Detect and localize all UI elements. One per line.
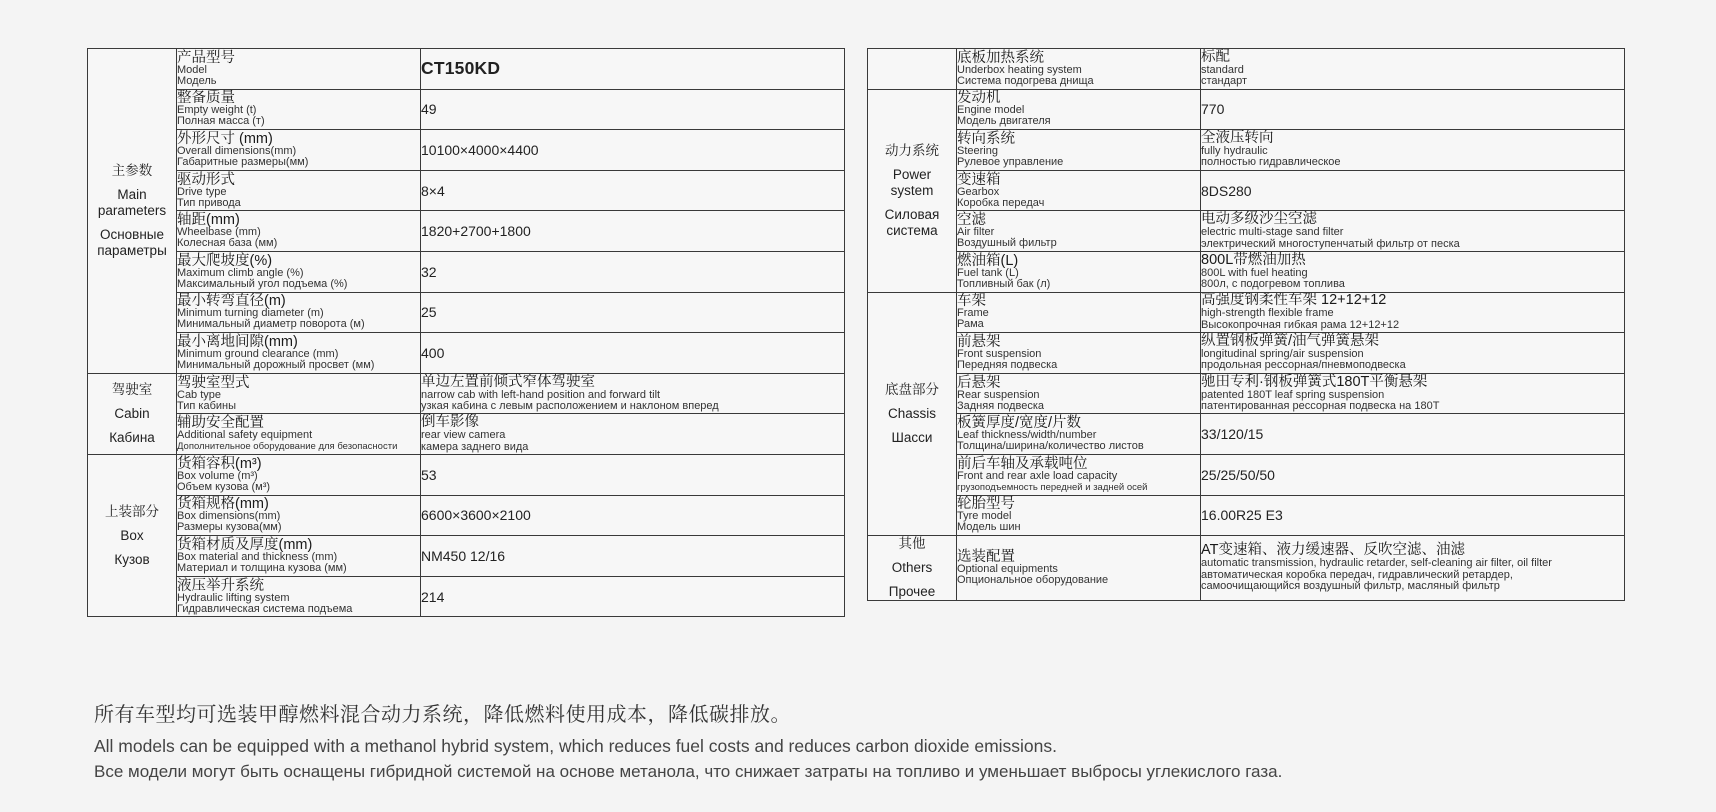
param-label-en: Engine model <box>957 104 1025 117</box>
param-label-ru: Минимальный диаметр поворота (м) <box>177 318 365 331</box>
param-value: 25 <box>421 304 437 321</box>
table-row <box>88 414 845 455</box>
param-value-zh: 标配 <box>1201 48 1230 65</box>
param-label-ru: Габаритные размеры(мм) <box>177 155 309 168</box>
param-label-en: Wheelbase (mm) <box>177 226 261 239</box>
param-value-en: high-strength flexible frame <box>1201 307 1334 320</box>
param-value-cell <box>1201 49 1625 90</box>
param-label-zh: 板簧厚度/宽度/片数 <box>957 415 1082 432</box>
param-value: 8×4 <box>421 182 445 199</box>
param-label-zh: 驾驶室型式 <box>177 374 250 391</box>
param-label-cell <box>177 454 421 495</box>
param-value-en: patented 180T leaf spring suspension <box>1201 388 1385 401</box>
param-value-cell <box>421 211 845 252</box>
param-value-ru: Высокопрочная гибкая рама 12+12+12 <box>1201 318 1400 331</box>
param-value-cell <box>421 130 845 171</box>
table-row <box>88 89 845 130</box>
param-label-ru: грузоподъемность передней и задней осей <box>957 481 1148 493</box>
param-label-en: Air filter <box>957 226 995 239</box>
param-label-cell <box>957 170 1201 211</box>
table-row <box>868 49 1625 90</box>
param-label-zh: 变速箱 <box>957 171 1001 188</box>
param-label-ru: Модель шин <box>957 521 1021 534</box>
param-value-en: standard <box>1201 63 1244 76</box>
param-label-zh: 前悬架 <box>957 333 1001 350</box>
param-label-en: Overall dimensions(mm) <box>177 144 297 157</box>
param-value-cell <box>1201 292 1625 333</box>
param-label-zh: 底板加热系统 <box>957 49 1044 66</box>
param-value-zh: 电动多级沙尘空滤 <box>1201 211 1317 228</box>
param-label-zh: 空滤 <box>957 212 986 229</box>
param-label-ru: Коробка передач <box>957 196 1045 209</box>
param-value-ru: автоматическая коробка передач, гидравлический ретардер, <box>1201 568 1513 581</box>
param-value-cell <box>421 89 845 130</box>
param-label-zh: 整备质量 <box>177 90 235 107</box>
table-row <box>88 130 845 171</box>
param-label-zh: 产品型号 <box>177 49 235 66</box>
param-value-cell <box>1201 130 1625 171</box>
param-label-ru: Воздушный фильтр <box>957 237 1057 250</box>
table-row <box>868 170 1625 211</box>
param-label-zh: 液压举升系统 <box>177 577 264 594</box>
category-ru: Кабина <box>109 429 155 445</box>
param-label-zh: 前后车轴及承载吨位 <box>957 455 1088 472</box>
param-label-en: Underbox heating system <box>957 63 1082 76</box>
spec-table-left <box>87 48 845 617</box>
param-value-zh: 驰田专利·钢板弹簧式180T平衡悬架 <box>1201 373 1428 390</box>
category-zh: 其他 <box>898 536 926 552</box>
param-label-cell <box>957 89 1201 130</box>
param-value-cell <box>1201 211 1625 252</box>
param-value-ru: стандарт <box>1201 75 1248 88</box>
table-row <box>88 333 845 374</box>
param-label-ru: Система подогрева днища <box>957 74 1094 87</box>
param-value-ru: камера заднего вида <box>421 440 529 453</box>
param-label-zh: 轮胎型号 <box>957 496 1015 513</box>
param-label-zh: 后悬架 <box>957 374 1001 391</box>
param-label-cell <box>177 292 421 333</box>
param-label-zh: 最大爬坡度(%) <box>177 252 273 269</box>
param-value-cell <box>1201 536 1625 601</box>
param-label-en: Hydraulic lifting system <box>177 591 290 604</box>
table-row <box>868 536 1625 601</box>
param-label-en: Additional safety equipment <box>177 429 313 442</box>
spec-table-right <box>867 48 1625 601</box>
table-row <box>88 292 845 333</box>
param-value-ru: продольная рессорная/пневмоподвеска <box>1201 359 1406 372</box>
category-ru: Основные <box>99 226 165 242</box>
param-label-cell <box>957 536 1201 601</box>
table-row <box>868 414 1625 455</box>
param-label-ru: Модель <box>177 74 217 87</box>
category-en: Cabin <box>114 405 150 421</box>
param-label-ru: Опциональное оборудование <box>957 574 1109 587</box>
param-label-zh: 轴距(mm) <box>177 212 240 229</box>
category-en: Main <box>117 186 147 202</box>
param-label-cell <box>957 251 1201 292</box>
category-en: Power <box>892 166 932 182</box>
category-zh: 动力系统 <box>885 142 939 158</box>
param-label-ru: Минимальный дорожный просвет (мм) <box>177 358 375 371</box>
note-russian: Все модели могут быть оснащены гибридной системой на основе метанола, что снижает затраты на топливо и уменьшает выбросы углекислого газа. <box>94 762 1283 781</box>
param-value-ru: 800л, с подогревом топлива <box>1201 278 1345 291</box>
category-en: system <box>890 182 934 198</box>
table-row <box>868 89 1625 130</box>
param-label-cell <box>957 373 1201 414</box>
param-value-cell <box>1201 333 1625 374</box>
param-label-en: Steering <box>957 144 998 157</box>
param-value-en: automatic transmission, hydraulic retarder, self-cleaning air filter, oil filter <box>1201 557 1552 570</box>
param-value: 1820+2700+1800 <box>421 223 531 240</box>
param-label-ru: Гидравлическая система подъема <box>177 602 353 615</box>
param-value: 53 <box>421 466 437 483</box>
table-row <box>868 333 1625 374</box>
param-label-ru: Полная масса (т) <box>177 115 265 128</box>
param-label-cell <box>177 576 421 617</box>
category-zh: 驾驶室 <box>111 381 153 397</box>
param-label-en: Model <box>177 63 207 76</box>
param-value-cell <box>421 373 845 414</box>
table-row <box>868 130 1625 171</box>
table-row <box>88 251 845 292</box>
param-value: 33/120/15 <box>1201 426 1264 443</box>
param-value: 10100×4000×4400 <box>421 141 539 158</box>
category-cell <box>88 49 177 374</box>
param-label-zh: 发动机 <box>957 90 1001 107</box>
param-value-en: narrow cab with left-hand position and forward tilt <box>421 388 661 401</box>
param-label-en: Drive type <box>177 185 227 198</box>
param-value-cell <box>1201 251 1625 292</box>
param-value-cell <box>1201 89 1625 130</box>
param-label-ru: Тип кабины <box>177 399 236 412</box>
param-label-en: Box volume (m³) <box>177 469 258 482</box>
category-ru: система <box>886 222 938 238</box>
table-row <box>88 211 845 252</box>
table-row <box>868 495 1625 536</box>
param-label-en: Fuel tank (L) <box>957 266 1019 279</box>
param-label-ru: Максимальный угол подъема (%) <box>177 277 348 290</box>
category-cell <box>88 454 177 616</box>
param-value: 49 <box>421 101 437 118</box>
param-label-cell <box>957 211 1201 252</box>
param-label-zh: 转向系统 <box>957 130 1015 147</box>
param-value-cell <box>1201 414 1625 455</box>
param-label-en: Leaf thickness/width/number <box>957 429 1097 442</box>
param-value-cell <box>1201 454 1625 495</box>
param-label-zh: 货箱容积(m³) <box>177 455 262 472</box>
param-label-en: Tyre model <box>957 510 1012 523</box>
param-value-en: fully hydraulic <box>1201 144 1268 157</box>
param-value: 25/25/50/50 <box>1201 466 1275 483</box>
category-en: Box <box>120 527 144 543</box>
category-cell-empty <box>868 49 957 90</box>
category-cell <box>868 89 957 292</box>
param-value-cell <box>421 454 845 495</box>
param-label-zh: 货箱材质及厚度(mm) <box>177 536 313 553</box>
param-value: 16.00R25 E3 <box>1201 507 1283 524</box>
param-value-en: rear view camera <box>421 429 506 442</box>
param-label-cell <box>177 251 421 292</box>
param-value-cell <box>421 495 845 536</box>
param-value-cell <box>421 576 845 617</box>
param-label-cell <box>957 495 1201 536</box>
table-row <box>88 454 845 495</box>
param-label-en: Front suspension <box>957 347 1042 360</box>
param-label-zh: 货箱规格(mm) <box>177 496 269 513</box>
param-label-cell <box>177 414 421 455</box>
category-cell <box>88 373 177 454</box>
param-value-cell <box>421 251 845 292</box>
param-label-cell <box>177 373 421 414</box>
param-label-en: Box material and thickness (mm) <box>177 550 338 563</box>
param-label-zh: 车架 <box>957 293 986 310</box>
param-label-cell <box>177 211 421 252</box>
param-label-zh: 燃油箱(L) <box>957 252 1019 269</box>
param-label-zh: 辅助安全配置 <box>177 415 264 432</box>
param-label-ru: Задняя подвеска <box>957 399 1044 412</box>
param-label-cell <box>177 536 421 577</box>
param-label-ru: Рулевое управление <box>957 155 1064 168</box>
param-value-zh: 单边左置前倾式窄体驾驶室 <box>421 373 595 390</box>
param-label-cell <box>177 89 421 130</box>
param-label-en: Minimum turning diameter (m) <box>177 307 324 320</box>
param-value: 8DS280 <box>1201 182 1252 199</box>
param-label-cell <box>177 170 421 211</box>
param-value: NM450 12/16 <box>421 547 506 564</box>
param-label-en: Rear suspension <box>957 388 1040 401</box>
category-en: parameters <box>97 202 167 218</box>
param-value-cell <box>421 333 845 374</box>
param-label-ru: Топливный бак (л) <box>957 277 1051 290</box>
param-label-zh: 外形尺寸 (mm) <box>177 130 273 147</box>
param-value-ru: полностью гидравлическое <box>1201 156 1341 169</box>
category-cell <box>868 292 957 536</box>
param-value-cell <box>421 292 845 333</box>
category-ru: Силовая <box>884 206 940 222</box>
param-label-en: Maximum climb angle (%) <box>177 266 304 279</box>
param-value-en: longitudinal spring/air suspension <box>1201 347 1364 360</box>
param-value: 400 <box>421 344 445 361</box>
param-value-zh: 800L带燃油加热 <box>1201 251 1306 268</box>
param-value: 214 <box>421 588 445 605</box>
param-value-zh: 纵置钢板弹簧/油气弹簧悬架 <box>1201 332 1380 349</box>
param-value-cell <box>1201 373 1625 414</box>
table-row <box>88 536 845 577</box>
note-english: All models can be equipped with a methanol hybrid system, which reduces fuel costs and reduces carbon dioxide emissions. <box>94 736 1058 756</box>
param-value-en: electric multi-stage sand filter <box>1201 226 1344 239</box>
category-zh: 底盘部分 <box>885 381 939 397</box>
param-label-cell <box>177 130 421 171</box>
param-label-en: Minimum ground clearance (mm) <box>177 347 339 360</box>
param-label-ru: Размеры кузова(мм) <box>177 521 282 534</box>
param-label-zh: 最小转弯直径(m) <box>177 293 286 310</box>
param-value: 32 <box>421 263 437 280</box>
param-value-cell <box>1201 495 1625 536</box>
param-label-cell <box>957 414 1201 455</box>
param-value-ru: патентированная рессорная подвеска на 180Т <box>1201 400 1440 413</box>
param-value-cell <box>421 536 845 577</box>
param-label-ru: Модель двигателя <box>957 115 1051 128</box>
param-value: 770 <box>1201 101 1225 118</box>
param-label-ru: Колесная база (мм) <box>177 237 278 250</box>
table-row <box>88 495 845 536</box>
param-label-cell <box>957 454 1201 495</box>
table-row <box>868 211 1625 252</box>
param-value-cell <box>421 170 845 211</box>
param-label-ru: Толщина/ширина/количество листов <box>957 440 1144 453</box>
param-label-cell <box>957 130 1201 171</box>
param-label-en: Cab type <box>177 388 222 401</box>
category-cell <box>868 536 957 601</box>
category-en: Chassis <box>887 405 936 421</box>
param-value: 6600×3600×2100 <box>421 507 531 524</box>
category-en: Others <box>891 560 933 576</box>
category-zh: 上装部分 <box>105 503 159 519</box>
param-label-en: Box dimensions(mm) <box>177 510 281 523</box>
param-value-ru-2: самоочищающийся воздушный фильтр, масляный фильтр <box>1201 580 1500 593</box>
category-ru: параметры <box>97 242 167 258</box>
param-label-en: Optional equipments <box>957 563 1058 576</box>
param-label-en: Empty weight (t) <box>177 104 257 117</box>
table-row <box>88 576 845 617</box>
param-value-ru: узкая кабина с левым расположением и наклоном вперед <box>421 400 719 413</box>
param-label-en: Front and rear axle load capacity <box>957 469 1118 482</box>
table-row <box>868 251 1625 292</box>
table-row <box>868 373 1625 414</box>
param-value-ru: электрический многоступенчатый фильтр от песка <box>1201 237 1460 250</box>
param-value: CT150KD <box>421 58 501 79</box>
param-label-zh: 驱动形式 <box>177 171 235 188</box>
param-value-cell <box>421 49 845 90</box>
category-zh: 主参数 <box>111 162 153 178</box>
table-row <box>868 292 1625 333</box>
param-label-ru: Передняя подвеска <box>957 358 1058 371</box>
note-chinese: 所有车型均可选装甲醇燃料混合动力系统，降低燃料使用成本，降低碳排放。 <box>94 704 791 726</box>
param-label-cell <box>957 49 1201 90</box>
param-value-zh: 倒车影像 <box>421 414 479 431</box>
table-row <box>88 170 845 211</box>
param-value-zh: AT变速箱、液力缓速器、反吹空滤、油滤 <box>1201 542 1465 559</box>
param-label-zh: 选装配置 <box>957 549 1015 566</box>
param-value-zh: 高强度钢柔性车架 12+12+12 <box>1201 292 1387 309</box>
param-label-cell <box>957 333 1201 374</box>
param-label-zh: 最小离地间隙(mm) <box>177 333 298 350</box>
param-value-en: 800L with fuel heating <box>1201 266 1308 279</box>
table-row <box>88 373 845 414</box>
param-label-ru: Рама <box>957 318 984 331</box>
param-label-cell <box>177 495 421 536</box>
param-label-ru: Материал и толщина кузова (мм) <box>177 561 347 574</box>
param-value-cell <box>1201 170 1625 211</box>
param-label-en: Gearbox <box>957 185 1000 198</box>
table-row <box>88 49 845 90</box>
category-ru: Шасси <box>891 429 933 445</box>
param-value-cell <box>421 414 845 455</box>
param-label-cell <box>177 333 421 374</box>
param-label-ru: Объем кузова (м³) <box>177 480 271 493</box>
category-ru: Прочее <box>888 584 936 600</box>
category-ru: Кузов <box>114 551 150 567</box>
param-label-ru: Тип привода <box>177 196 241 209</box>
param-value-zh: 全液压转向 <box>1201 129 1274 146</box>
param-label-cell <box>177 49 421 90</box>
table-row <box>868 454 1625 495</box>
param-label-cell <box>957 292 1201 333</box>
param-label-en: Frame <box>957 307 989 320</box>
param-label-ru: Дополнительное оборудование для безопасности <box>177 441 398 453</box>
